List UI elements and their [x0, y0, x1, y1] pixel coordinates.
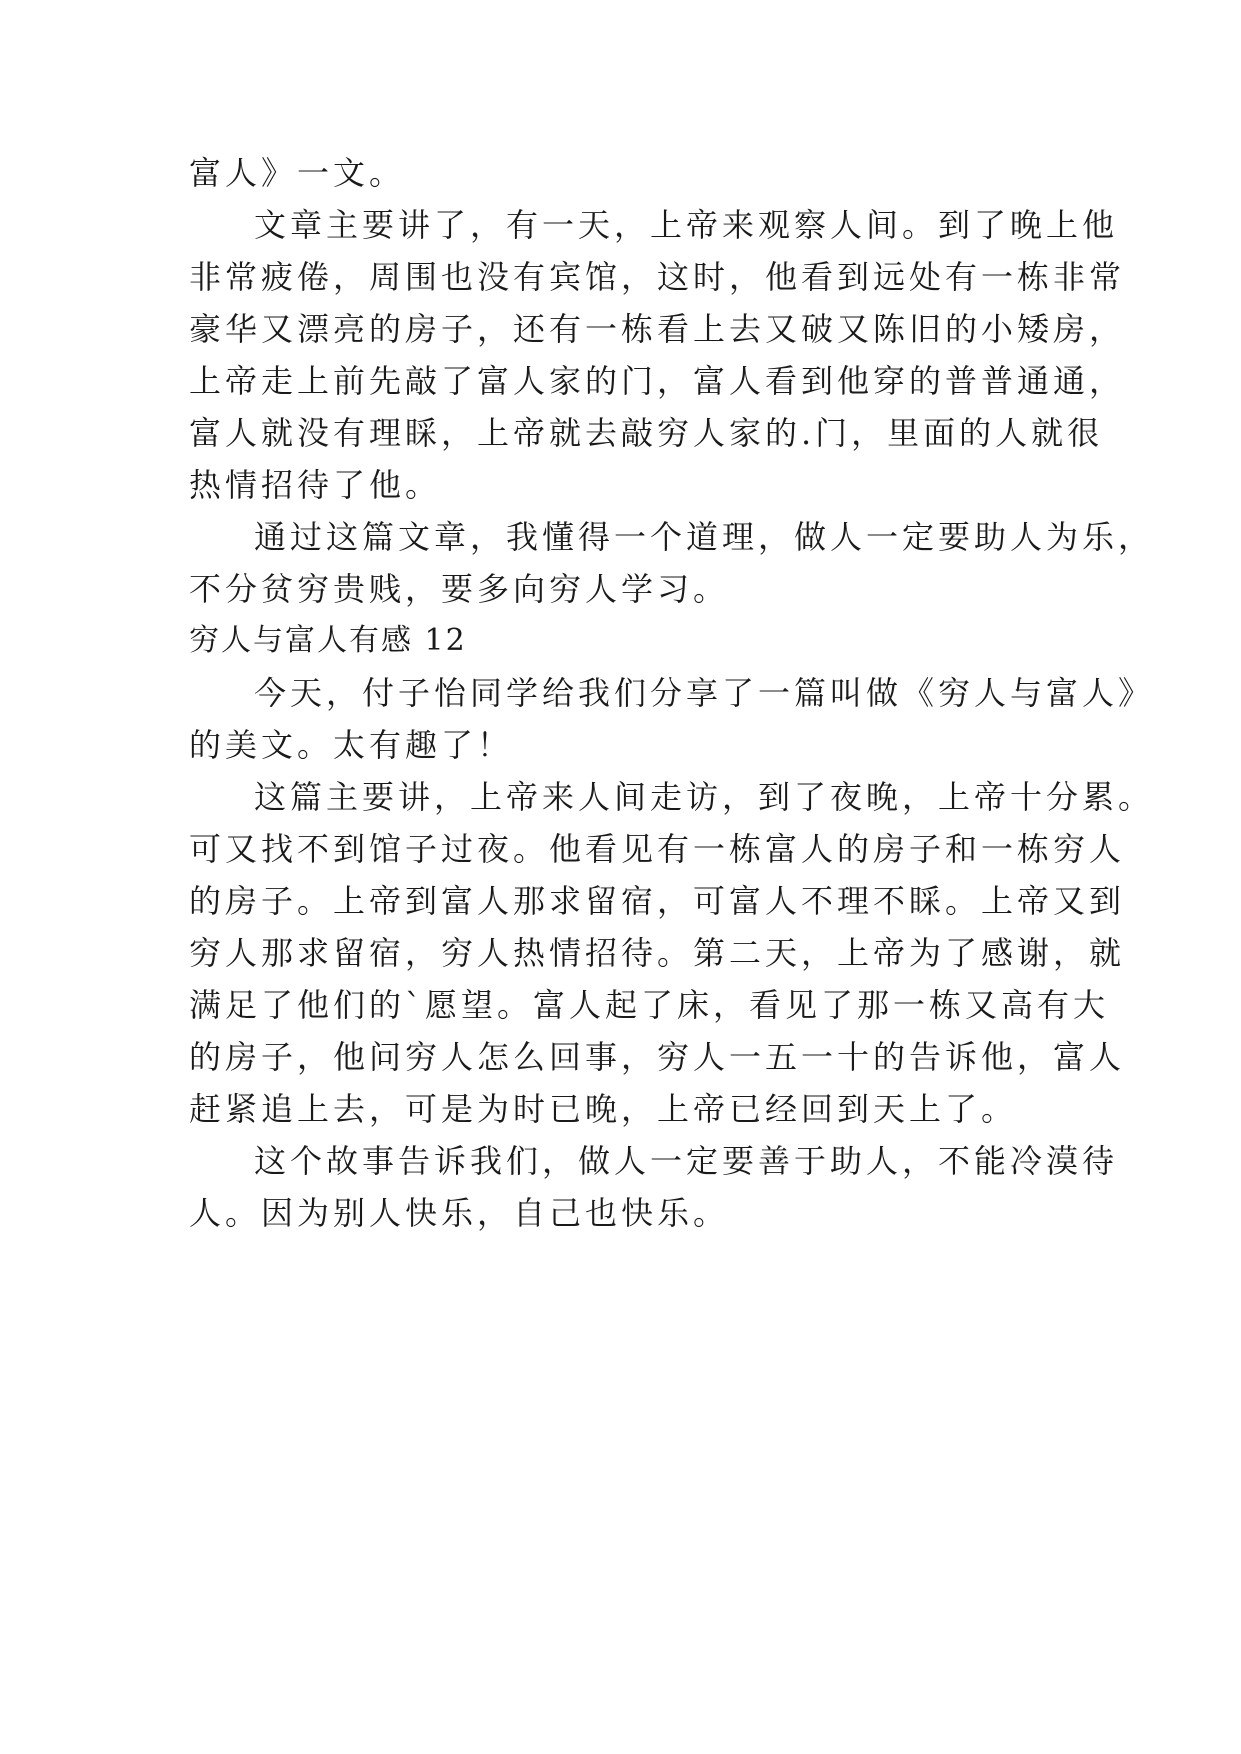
text-line: 上帝走上前先敲了富人家的门，富人看到他穿的普普通通，	[189, 362, 1126, 400]
text-line: 今天，付子怡同学给我们分享了一篇叫做《穷人与富人》	[254, 674, 1155, 712]
text-line: 可又找不到馆子过夜。他看见有一栋富人的房子和一栋穷人	[189, 830, 1126, 868]
text-line: 非常疲倦，周围也没有宾馆，这时，他看到远处有一栋非常	[189, 258, 1126, 296]
text-line: 的房子，他问穷人怎么回事，穷人一五一十的告诉他，富人	[189, 1038, 1126, 1076]
section-heading: 穷人与富人有感 12	[189, 623, 467, 658]
text-line: 通过这篇文章，我懂得一个道理，做人一定要助人为乐，	[254, 518, 1155, 556]
text-line: 热情招待了他。	[189, 466, 442, 504]
text-line: 豪华又漂亮的房子，还有一栋看上去又破又陈旧的小矮房，	[189, 310, 1126, 348]
text-line: 满足了他们的`愿望。富人起了床，看见了那一栋又高有大	[189, 986, 1110, 1024]
text-line: 人。因为别人快乐，自己也快乐。	[189, 1194, 730, 1232]
text-line: 文章主要讲了，有一天，上帝来观察人间。到了晚上他	[254, 206, 1119, 244]
text-line: 的美文。太有趣了！	[189, 726, 514, 764]
text-line: 赶紧追上去，可是为时已晚，上帝已经回到天上了。	[189, 1090, 1018, 1128]
text-line: 穷人那求留宿，穷人热情招待。第二天，上帝为了感谢，就	[189, 934, 1126, 972]
text-line: 这篇主要讲，上帝来人间走访，到了夜晚，上帝十分累。	[254, 778, 1155, 816]
text-line: 富人》一文。	[189, 154, 406, 192]
text-line: 不分贫穷贵贱，要多向穷人学习。	[189, 570, 730, 608]
text-line: 富人就没有理睬，上帝就去敲穷人家的.门，里面的人就很	[189, 414, 1104, 452]
text-line: 这个故事告诉我们，做人一定要善于助人，不能冷漠待	[254, 1142, 1119, 1180]
text-line: 的房子。上帝到富人那求留宿，可富人不理不睬。上帝又到	[189, 882, 1126, 920]
